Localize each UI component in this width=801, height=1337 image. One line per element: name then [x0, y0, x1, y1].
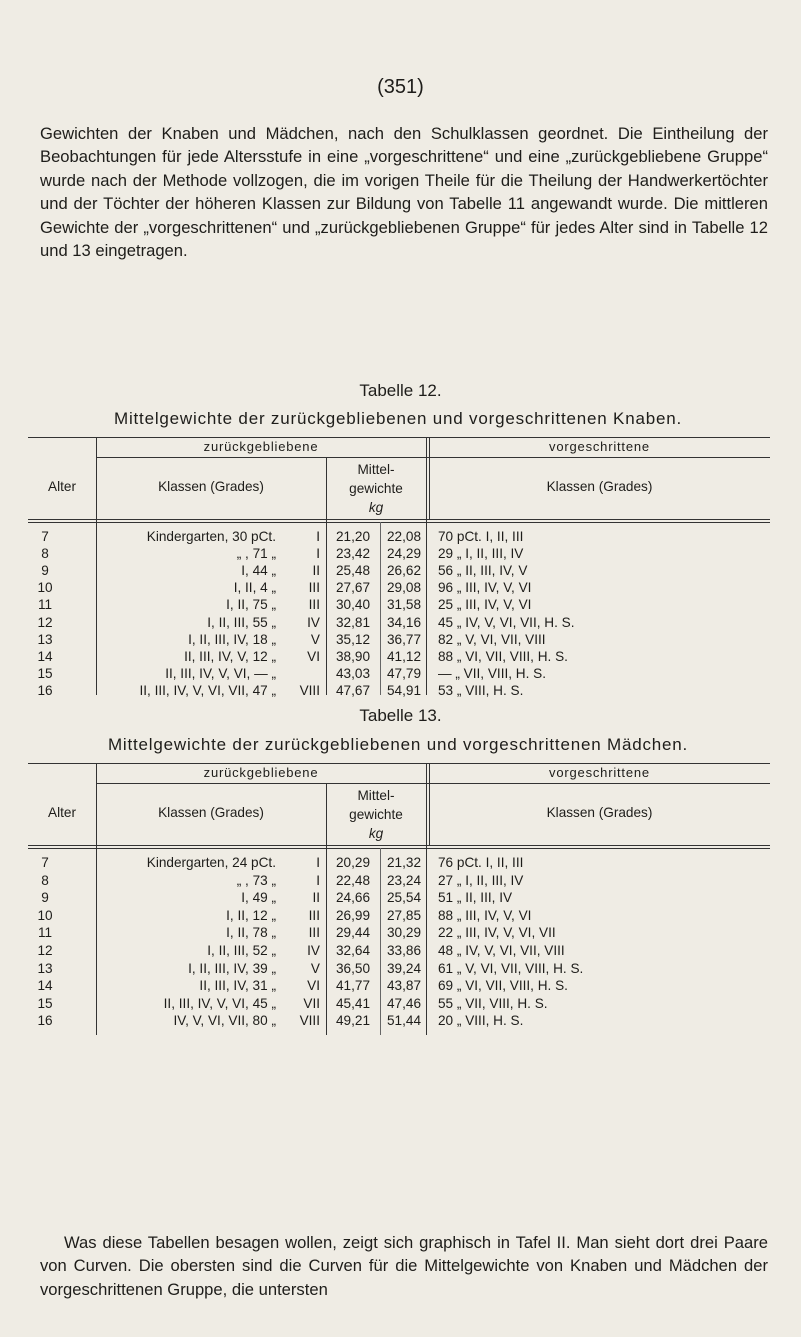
row-age: 9: [41, 890, 49, 906]
row-weight-vorgeschritten: 33,86: [386, 943, 422, 958]
row-weight-zurueck: 27,67: [335, 580, 371, 596]
col-header-klassen: Klassen (Grades): [158, 479, 264, 494]
row-klassen-vorgeschritten: 82 „ V, VI, VII, VIII: [438, 631, 546, 647]
col-header-mittelgewichte: Mittel- gewichte kg: [349, 788, 403, 841]
row-klassen: Kindergarten, 24 pCt.: [146, 855, 276, 870]
row-weight-vorgeschritten: 34,16: [386, 614, 422, 630]
row-grade: VIII: [299, 682, 320, 698]
row-weight-zurueck: 20,29: [335, 855, 371, 870]
row-weight-zurueck: 49,21: [335, 1013, 371, 1029]
row-weight-vorgeschritten: 26,62: [386, 563, 422, 579]
row-weight-vorgeschritten: 22,08: [386, 529, 422, 544]
row-weight-vorgeschritten: 41,12: [386, 648, 422, 664]
row-weight-zurueck: 25,48: [335, 563, 371, 579]
row-weight-vorgeschritten: 27,85: [386, 907, 422, 923]
row-weight-vorgeschritten: 29,08: [386, 580, 422, 596]
row-klassen: I, II, III, IV, 18 „: [188, 631, 276, 647]
row-grade: II: [312, 563, 320, 579]
row-klassen-vorgeschritten: 51 „ II, III, IV: [438, 890, 513, 906]
row-klassen: „ , 73 „: [236, 872, 276, 888]
row-klassen-vorgeschritten: 88 „ III, IV, V, VI: [438, 907, 532, 923]
row-klassen: II, III, IV, V, VI, VII, 47 „: [139, 682, 276, 698]
row-weight-zurueck: 24,66: [335, 890, 371, 906]
row-klassen-vorgeschritten: — „ VII, VIII, H. S.: [438, 665, 547, 681]
row-grade: III: [308, 907, 320, 923]
row-klassen: II, III, IV, V, VI, — „: [165, 665, 276, 681]
row-klassen: II, III, IV, V, VI, 45 „: [163, 995, 276, 1011]
row-klassen: II, III, IV, V, 12 „: [184, 648, 276, 664]
row-klassen-vorgeschritten: 96 „ III, IV, V, VI: [438, 580, 532, 596]
row-weight-zurueck: 30,40: [335, 597, 371, 613]
row-weight-zurueck: 45,41: [335, 995, 371, 1011]
row-grade: IV: [307, 614, 320, 630]
row-klassen: I, II, 75 „: [226, 597, 276, 613]
row-klassen: IV, V, VI, VII, 80 „: [173, 1013, 276, 1029]
table12-title: Tabelle 12.: [359, 381, 442, 400]
row-klassen-vorgeschritten: 70 pCt. I, II, III: [438, 529, 524, 544]
row-weight-zurueck: 47,67: [335, 682, 371, 698]
row-klassen-vorgeschritten: 48 „ IV, V, VI, VII, VIII: [438, 943, 565, 958]
row-klassen: I, 44 „: [241, 563, 276, 579]
row-weight-zurueck: 26,99: [335, 907, 371, 923]
row-klassen: I, II, 78 „: [226, 925, 276, 941]
col-header-mittelgewichte: Mittel- gewichte kg: [349, 462, 403, 515]
row-age: 10: [37, 907, 53, 923]
row-age: 13: [37, 631, 53, 647]
row-klassen-vorgeschritten: 29 „ I, II, III, IV: [438, 546, 524, 562]
row-weight-zurueck: 22,48: [335, 872, 371, 888]
row-klassen: „ , 71 „: [236, 546, 276, 562]
row-age: 11: [37, 597, 53, 613]
row-weight-zurueck: 41,77: [335, 978, 371, 994]
row-age: 16: [37, 1013, 53, 1029]
row-weight-vorgeschritten: 54,91: [386, 682, 422, 698]
row-grade: I: [316, 529, 320, 544]
table12-caption: Mittelgewichte der zurückgebliebenen und vorgeschrittenen Knaben.: [114, 409, 682, 428]
row-weight-vorgeschritten: 51,44: [386, 1013, 422, 1029]
row-klassen-vorgeschritten: 45 „ IV, V, VI, VII, H. S.: [438, 614, 575, 630]
table13-caption: Mittelgewichte der zurückgebliebenen und vorgeschrittenen Mädchen.: [107, 735, 689, 754]
col-header-klassen-right: Klassen (Grades): [546, 479, 653, 494]
row-klassen-vorgeschritten: 22 „ III, IV, V, VI, VII: [438, 925, 556, 941]
row-age: 16: [37, 682, 53, 698]
row-grade: IV: [307, 943, 320, 958]
row-klassen: I, II, 4 „: [233, 580, 276, 596]
row-weight-zurueck: 21,20: [335, 529, 371, 544]
row-klassen-vorgeschritten: 20 „ VIII, H. S.: [438, 1013, 524, 1029]
row-weight-zurueck: 35,12: [335, 631, 371, 647]
row-weight-zurueck: 43,03: [335, 665, 371, 681]
group-header-vorgeschritten: vorgeschrittene: [549, 765, 650, 780]
row-weight-zurueck: 32,64: [335, 943, 371, 958]
row-weight-vorgeschritten: 47,46: [386, 995, 422, 1011]
row-klassen-vorgeschritten: 69 „ VI, VII, VIII, H. S.: [438, 978, 568, 994]
row-age: 7: [41, 529, 49, 544]
table13-title: Tabelle 13.: [359, 706, 442, 725]
row-grade: III: [308, 597, 320, 613]
table12: [28, 437, 770, 698]
group-header-zurueck: zurückgebliebene: [203, 439, 319, 454]
row-klassen-vorgeschritten: 61 „ V, VI, VII, VIII, H. S.: [438, 960, 584, 976]
row-grade: VIII: [299, 1013, 320, 1029]
row-klassen-vorgeschritten: 53 „ VIII, H. S.: [438, 682, 524, 698]
row-grade: II: [312, 890, 320, 906]
row-klassen-vorgeschritten: 76 pCt. I, II, III: [438, 855, 524, 870]
row-grade: VI: [307, 648, 320, 664]
group-header-zurueck: zurückgebliebene: [203, 765, 319, 780]
table13: [28, 763, 770, 1029]
col-header-klassen-right: Klassen (Grades): [546, 805, 653, 820]
row-age: 12: [37, 943, 53, 958]
row-grade: V: [310, 631, 320, 647]
row-grade: III: [308, 580, 320, 596]
row-klassen: I, II, III, 55 „: [207, 614, 276, 630]
row-weight-zurueck: 36,50: [335, 960, 371, 976]
row-age: 11: [37, 925, 53, 941]
row-weight-vorgeschritten: 36,77: [386, 631, 422, 647]
row-grade: VII: [303, 995, 320, 1011]
row-klassen: I, 49 „: [241, 890, 276, 906]
row-weight-zurueck: 23,42: [335, 546, 371, 562]
row-grade: V: [310, 960, 320, 976]
row-klassen-vorgeschritten: 88 „ VI, VII, VIII, H. S.: [438, 648, 568, 664]
row-weight-zurueck: 29,44: [335, 925, 371, 941]
row-klassen-vorgeschritten: 56 „ II, III, IV, V: [438, 563, 528, 579]
row-age: 15: [37, 995, 53, 1011]
row-age: 10: [37, 580, 53, 596]
row-weight-zurueck: 32,81: [335, 614, 371, 630]
row-weight-vorgeschritten: 30,29: [386, 925, 422, 941]
row-klassen: I, II, III, IV, 39 „: [188, 960, 276, 976]
row-grade: III: [308, 925, 320, 941]
row-age: 8: [41, 872, 49, 888]
row-age: 8: [41, 546, 49, 562]
row-weight-vorgeschritten: 24,29: [386, 546, 422, 562]
row-grade: I: [316, 872, 320, 888]
row-weight-zurueck: 38,90: [335, 648, 371, 664]
row-age: 9: [41, 563, 49, 579]
row-klassen-vorgeschritten: 27 „ I, II, III, IV: [438, 872, 524, 888]
row-klassen: Kindergarten, 30 pCt.: [146, 529, 276, 544]
row-klassen: II, III, IV, 31 „: [199, 978, 276, 994]
row-weight-vorgeschritten: 31,58: [386, 597, 422, 613]
row-grade: VI: [307, 978, 320, 994]
row-grade: I: [316, 546, 320, 562]
row-age: 14: [37, 648, 53, 664]
col-header-alter: Alter: [48, 805, 76, 820]
row-age: 7: [41, 855, 49, 870]
row-age: 13: [37, 960, 53, 976]
row-klassen: I, II, 12 „: [226, 907, 276, 923]
col-header-klassen: Klassen (Grades): [158, 805, 264, 820]
row-weight-vorgeschritten: 43,87: [386, 978, 422, 994]
intro-paragraph: Gewichten der Knaben und Mädchen, nach den Schulklassen geordnet. Die Eintheilung der Beobachtungen für jede Altersstufe in eine „vorgeschrittene“ und eine „zurückgebliebene Gruppe“ wurde nach der Methode vollzogen, die im vorigen Theile für die Theilung der Handwerkertöchter und der Töchter der höheren Klassen zur Bildung von Tabelle 11 angewandt wurde. Die mittleren Gewichte der „vorgeschrittenen“ und „zurückgebliebenen Gruppe“ für jedes Alter sind in Tabelle 12 und 13 eingetragen.: [40, 124, 768, 261]
row-weight-vorgeschritten: 21,32: [386, 855, 422, 870]
row-age: 12: [37, 614, 53, 630]
row-weight-vorgeschritten: 25,54: [386, 890, 422, 906]
row-weight-vorgeschritten: 23,24: [386, 872, 422, 888]
page-number: (351): [377, 76, 424, 98]
group-header-vorgeschritten: vorgeschrittene: [549, 439, 650, 454]
col-header-alter: Alter: [48, 479, 76, 494]
row-weight-vorgeschritten: 47,79: [386, 665, 422, 681]
closing-paragraph: Was diese Tabellen besagen wollen, zeigt sich graphisch in Tafel II. Man sieht dort drei Paare von Curven. Die obersten sind die Curven für die Mittelgewichte von Knaben und Mädchen der vorgeschrittenen Gruppe, die untersten: [40, 1233, 768, 1299]
row-klassen-vorgeschritten: 55 „ VII, VIII, H. S.: [438, 995, 548, 1011]
row-age: 14: [37, 978, 53, 994]
row-klassen: I, II, III, 52 „: [207, 943, 276, 958]
row-klassen-vorgeschritten: 25 „ III, IV, V, VI: [438, 597, 532, 613]
row-grade: I: [316, 855, 320, 870]
row-age: 15: [37, 665, 53, 681]
row-weight-vorgeschritten: 39,24: [386, 960, 422, 976]
